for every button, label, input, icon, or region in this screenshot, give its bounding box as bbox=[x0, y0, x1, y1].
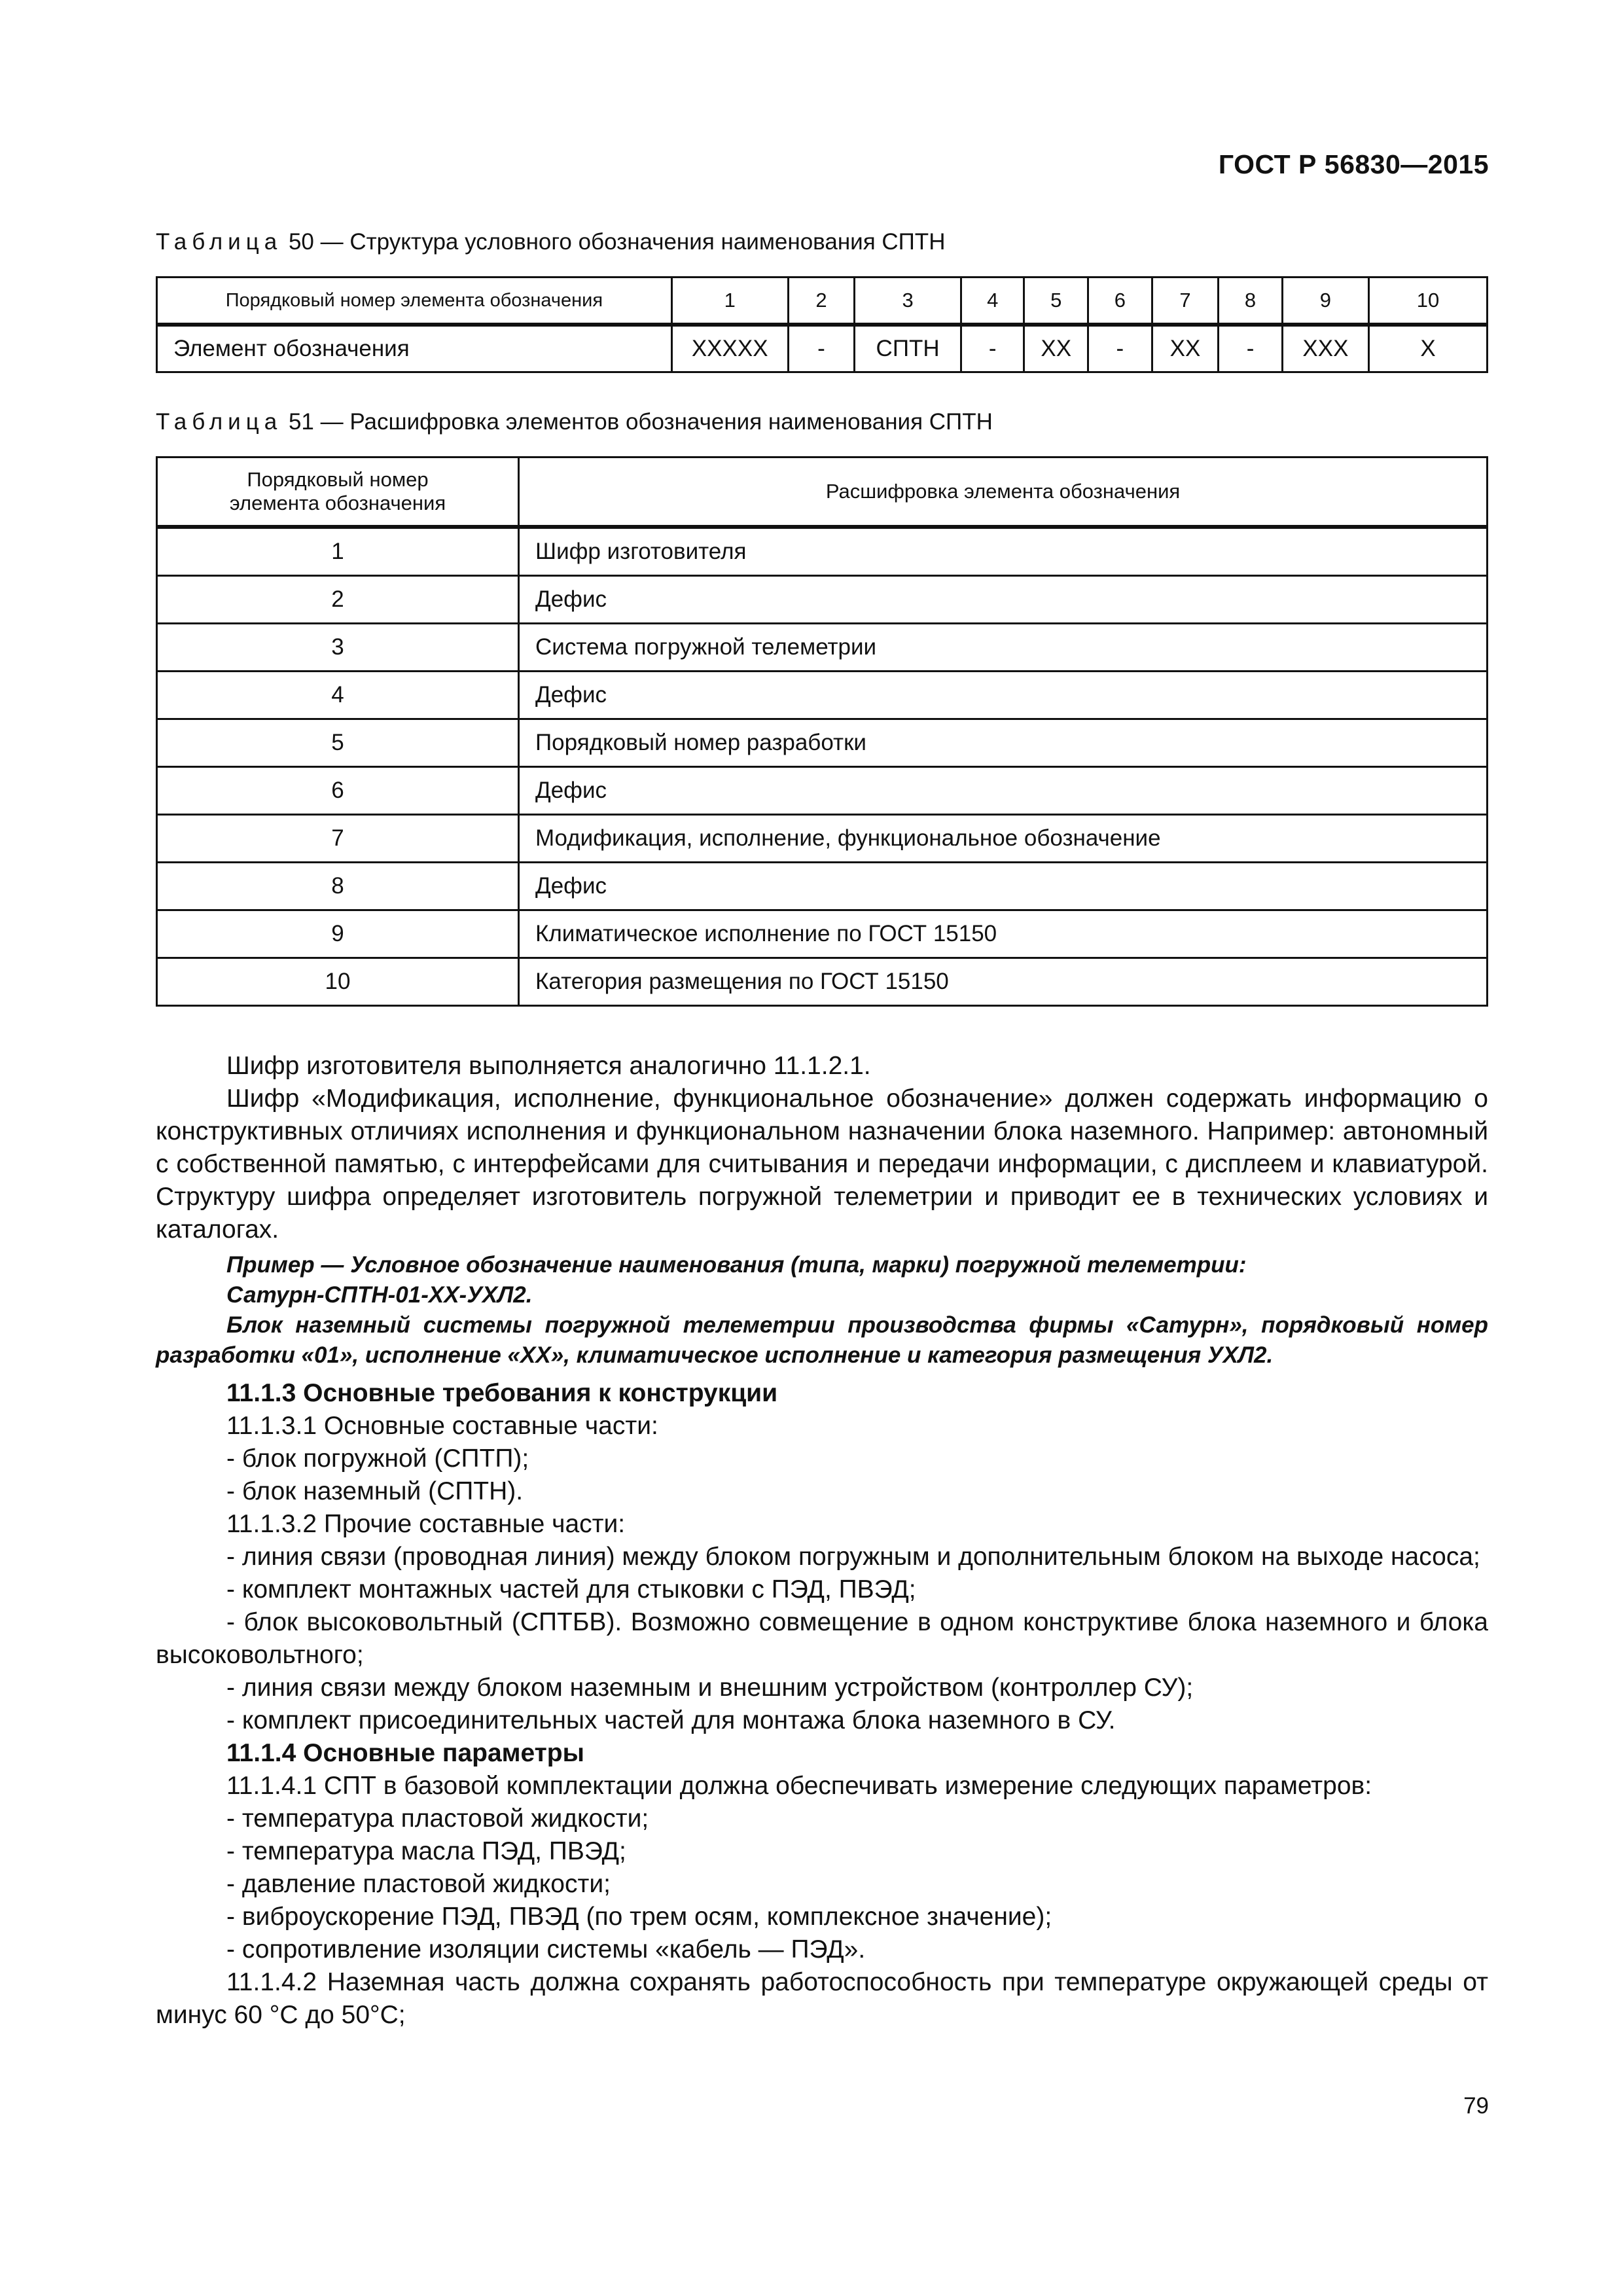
row-number: 6 bbox=[157, 767, 519, 815]
example-designation: Сатурн-СПТН-01-XX-УХЛ2. bbox=[226, 1282, 533, 1308]
page-number: 79 bbox=[1463, 2093, 1489, 2119]
row-description: Дефис bbox=[519, 863, 1488, 910]
table-50-caption-prefix: Таблица bbox=[156, 229, 283, 255]
row-description: Дефис bbox=[519, 672, 1488, 719]
row-number: 7 bbox=[157, 815, 519, 863]
table-50-caption-text: 50 — Структура условного обозначения наименования СПТН bbox=[288, 229, 946, 255]
table-row bbox=[157, 910, 1488, 958]
table-row bbox=[157, 527, 1488, 576]
table-50-cell: - bbox=[1088, 325, 1152, 372]
paragraph-manufacturer-code: Шифр изготовителя выполняется аналогично 11.1.2.1. bbox=[226, 1052, 871, 1080]
table-row bbox=[157, 719, 1488, 767]
table-row bbox=[157, 672, 1488, 719]
row-description: Модификация, исполнение, функциональное обозначение bbox=[519, 815, 1488, 863]
table-50 bbox=[156, 276, 1488, 373]
table-50-cell: 3 bbox=[855, 278, 961, 325]
list-item: - виброускорение ПЭД, ПВЭД (по трем осям, комплексное значение); bbox=[226, 1903, 1052, 1931]
list-item: - блок погружной (СПТП); bbox=[226, 1444, 529, 1473]
list-item: - комплект монтажных частей для стыковки с ПЭД, ПВЭД; bbox=[226, 1575, 916, 1604]
table-50-cell: 5 bbox=[1024, 278, 1088, 325]
row-number: 10 bbox=[157, 958, 519, 1006]
list-item: - линия связи между блоком наземным и внешним устройством (контроллер СУ); bbox=[226, 1674, 1194, 1702]
table-row bbox=[157, 767, 1488, 815]
table-51-head-number-line2: элемента обозначения bbox=[229, 492, 446, 514]
row-number: 2 bbox=[157, 576, 519, 624]
table-50-cell: - bbox=[788, 325, 855, 372]
list-item: - давление пластовой жидкости; bbox=[226, 1870, 611, 1898]
list-item: - блок наземный (СПТН). bbox=[226, 1477, 524, 1505]
example-explanation: Блок наземный системы погружной телеметрии производства фирмы «Сатурн», порядковый номер разработки «01», исполнение «XX», климатическое исполнение и категория размещения УХЛ2. bbox=[156, 1312, 1488, 1368]
subsection-11-1-3-1: 11.1.3.1 Основные составные части: bbox=[226, 1412, 658, 1440]
table-50-cell: 8 bbox=[1219, 278, 1283, 325]
table-row bbox=[157, 958, 1488, 1006]
row-description: Порядковый номер разработки bbox=[519, 719, 1488, 767]
table-row bbox=[157, 815, 1488, 863]
table-50-cell: - bbox=[961, 325, 1024, 372]
table-50-cell: 6 bbox=[1088, 278, 1152, 325]
table-50-cell: XXXXX bbox=[671, 325, 788, 372]
table-50-row2-label: Элемент обозначения bbox=[157, 325, 672, 372]
row-number: 4 bbox=[157, 672, 519, 719]
row-number: 5 bbox=[157, 719, 519, 767]
paragraph-modification-code: Шифр «Модификация, исполнение, функциональное обозначение» должен содержать информацию о конструктивных отличиях исполнения и функциональном назначении блока наземного. Например: автономный с собственной памятью, с интерфейсами для считывания и передачи информации, с дисплеем и клавиатурой. Структуру шифра определяет изготовитель погружной телеметрии и приводит ее в технических условиях и каталогах. bbox=[156, 1085, 1488, 1244]
table-50-cell: XXX bbox=[1282, 325, 1368, 372]
table-50-caption bbox=[156, 229, 945, 255]
row-description: Категория размещения по ГОСТ 15150 bbox=[519, 958, 1488, 1006]
example-block bbox=[156, 1250, 1488, 1371]
table-50-cell: 9 bbox=[1282, 278, 1368, 325]
row-description: Климатическое исполнение по ГОСТ 15150 bbox=[519, 910, 1488, 958]
table-50-row1-label: Порядковый номер элемента обозначения bbox=[157, 278, 672, 325]
table-51 bbox=[156, 456, 1488, 1007]
standard-header: ГОСТ Р 56830—2015 bbox=[1218, 149, 1489, 179]
table-50-row-numbers bbox=[157, 278, 1488, 325]
table-50-cell: 1 bbox=[671, 278, 788, 325]
table-50-cell: X bbox=[1368, 325, 1487, 372]
subsection-11-1-4-2: 11.1.4.2 Наземная часть должна сохранять работоспособность при температуре окружающей среды от минус 60 °С до 50°С; bbox=[156, 1968, 1488, 2029]
row-number: 3 bbox=[157, 624, 519, 672]
subsection-11-1-4-1: 11.1.4.1 СПТ в базовой комплектации должна обеспечивать измерение следующих параметров: bbox=[226, 1772, 1372, 1800]
table-51-caption-text: 51 — Расшифровка элементов обозначения наименования СПТН bbox=[288, 409, 993, 435]
row-description: Дефис bbox=[519, 767, 1488, 815]
section-heading-11-1-4: 11.1.4 Основные параметры bbox=[226, 1739, 584, 1767]
row-number: 9 bbox=[157, 910, 519, 958]
example-title: Пример — Условное обозначение наименования (типа, марки) погружной телеметрии: bbox=[226, 1252, 1247, 1278]
list-item: - блок высоковольтный (СПТБВ). Возможно совмещение в одном конструктиве блока наземного и блока высоковольтного; bbox=[156, 1608, 1488, 1669]
table-51-header-row bbox=[157, 457, 1488, 528]
body-text-block-1 bbox=[156, 1050, 1488, 1246]
row-description: Система погружной телеметрии bbox=[519, 624, 1488, 672]
list-item: - линия связи (проводная линия) между блоком погружным и дополнительным блоком на выходе насоса; bbox=[226, 1543, 1480, 1571]
table-50-row-elements bbox=[157, 325, 1488, 372]
row-description: Дефис bbox=[519, 576, 1488, 624]
table-51-caption-prefix: Таблица bbox=[156, 409, 283, 435]
table-51-head-description: Расшифровка элемента обозначения bbox=[519, 457, 1488, 528]
row-number: 1 bbox=[157, 527, 519, 576]
table-51-head-number bbox=[157, 457, 519, 528]
table-row bbox=[157, 624, 1488, 672]
table-50-cell: СПТН bbox=[855, 325, 961, 372]
table-50-cell: - bbox=[1219, 325, 1283, 372]
section-heading-11-1-3: 11.1.3 Основные требования к конструкции bbox=[226, 1379, 778, 1407]
body-text-block-2 bbox=[156, 1377, 1488, 2032]
table-50-cell: 2 bbox=[788, 278, 855, 325]
list-item: - комплект присоединительных частей для монтажа блока наземного в СУ. bbox=[226, 1706, 1116, 1734]
table-51-head-number-line1: Порядковый номер bbox=[247, 468, 429, 491]
table-row bbox=[157, 863, 1488, 910]
row-description: Шифр изготовителя bbox=[519, 527, 1488, 576]
list-item: - температура пластовой жидкости; bbox=[226, 1804, 649, 1833]
list-item: - сопротивление изоляции системы «кабель — ПЭД». bbox=[226, 1935, 866, 1964]
table-row bbox=[157, 576, 1488, 624]
table-50-cell: XX bbox=[1152, 325, 1219, 372]
table-50-cell: 4 bbox=[961, 278, 1024, 325]
table-50-cell: 7 bbox=[1152, 278, 1219, 325]
table-50-cell: XX bbox=[1024, 325, 1088, 372]
row-number: 8 bbox=[157, 863, 519, 910]
table-50-cell: 10 bbox=[1368, 278, 1487, 325]
subsection-11-1-3-2: 11.1.3.2 Прочие составные части: bbox=[226, 1510, 626, 1538]
table-51-caption bbox=[156, 409, 993, 435]
list-item: - температура масла ПЭД, ПВЭД; bbox=[226, 1837, 626, 1865]
